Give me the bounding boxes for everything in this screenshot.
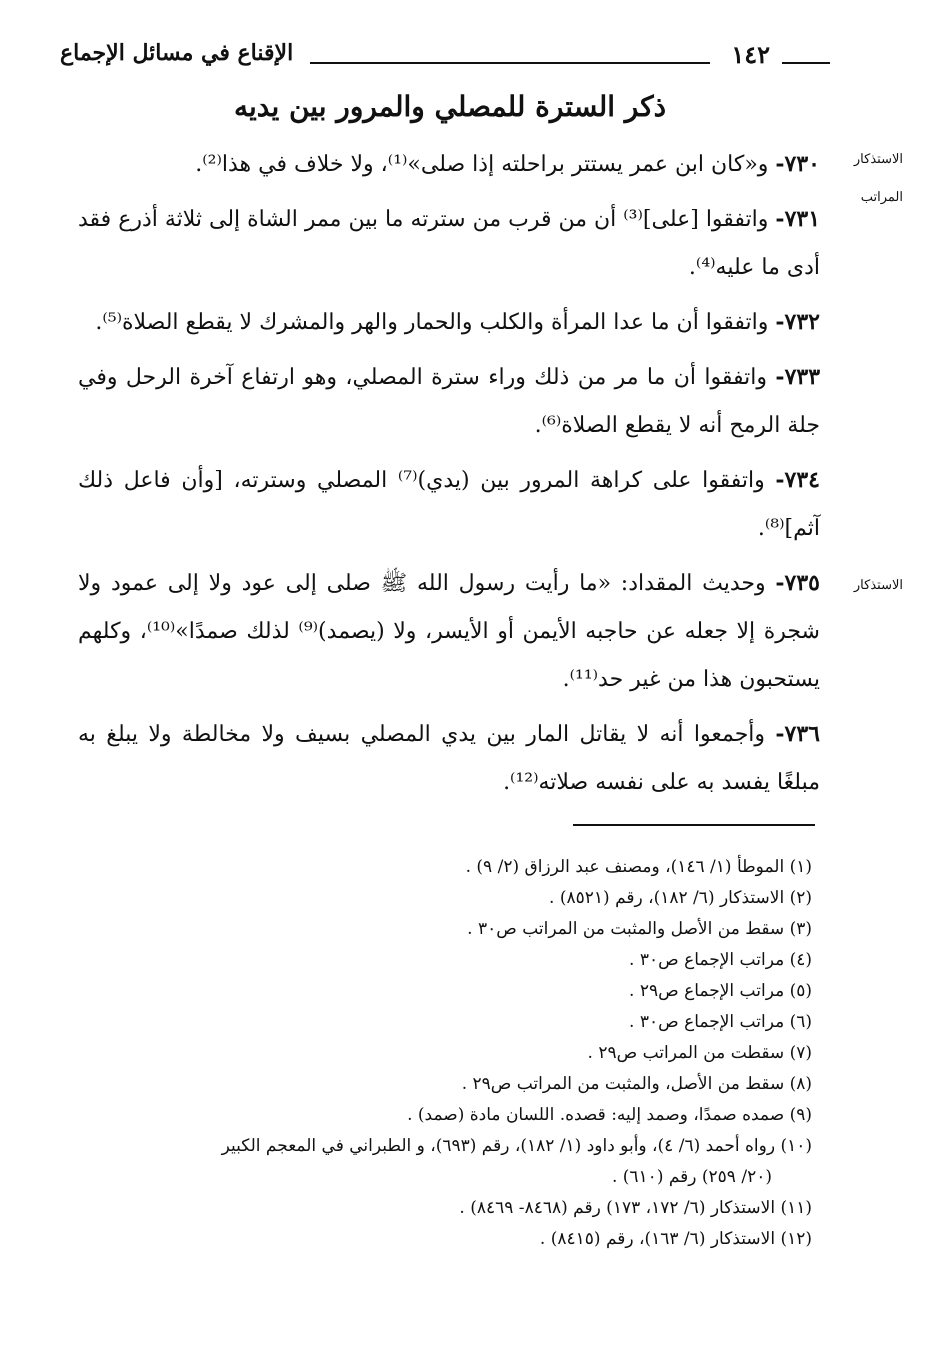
entry-text: وحديث المقداد: «ما رأيت رسول الله ﷺ صلى إلى عود ولا إلى عمود ولا شجرة إلا جعله عن حاجبه الأيمن أو الأيسر، ولا (يصمد)⁽⁹⁾ لذلك صمدًا»⁽¹⁰⁾، وكلهم يستحبون هذا من غير حد⁽¹¹⁾. [78, 571, 820, 692]
entry-number: ٧٣٢- [775, 309, 820, 335]
entry-text: و«كان ابن عمر يستتر براحلته إذا صلى»⁽¹⁾، ولا خلاف في هذا⁽²⁾. [195, 152, 769, 177]
footnote-3: (٣) سقط من الأصل والمثبت من المراتب ص٣٠ . [467, 919, 812, 939]
running-title: الإقناع في مسائل الإجماع [60, 40, 294, 66]
entry-text: واتفقوا على كراهة المرور بين (يدي)⁽⁷⁾ المصلي وسترته، [وأن فاعل ذلك آثم]⁽⁸⁾. [78, 468, 820, 541]
main-text [78, 140, 820, 813]
footnote-7: (٧) سقطت من المراتب ص٢٩ . [587, 1043, 812, 1063]
margin-note-maratib: المراتب [860, 190, 903, 205]
footnote-11: (١١) الاستذكار (٦/ ١٧٢، ١٧٣) رقم (٨٤٦٨- ٨٤٦٩) . [459, 1198, 812, 1218]
page-number: ١٤٢ [731, 40, 770, 69]
entry-732 [78, 298, 820, 347]
footnote-1: (١) الموطأ (١/ ١٤٦)، ومصنف عبد الرزاق (٢/ ٩) . [465, 857, 812, 877]
page-header [60, 40, 830, 80]
entry-number: ٧٣١- [775, 206, 821, 232]
entry-text: واتفقوا [على]⁽³⁾ أن من قرب من سترته ما بين ممر الشاة إلى ثلاثة أذرع فقد أدى ما عليه⁽⁴⁾. [78, 207, 820, 280]
section-title: ذكر السترة للمصلي والمرور بين يديه [233, 90, 667, 123]
entry-text: واتفقوا أن ما عدا المرأة والكلب والحمار والهر والمشرك لا يقطع الصلاة⁽⁵⁾. [95, 310, 769, 335]
footnote-2: (٢) الاستذكار (٦/ ١٨٢)، رقم (٨٥٢١) . [549, 888, 812, 908]
entry-736 [78, 710, 820, 807]
footnote-10: (١٠) رواه أحمد (٦/ ٤)، وأبو داود (١/ ١٨٢)، رقم (٦٩٣)، و الطبراني في المعجم الكبير [221, 1136, 812, 1156]
entry-734 [78, 456, 820, 553]
footnotes [60, 852, 812, 1255]
entry-733 [78, 353, 820, 450]
entry-number: ٧٣٥- [775, 570, 820, 596]
footnote-separator [573, 824, 815, 826]
entry-number: ٧٣٣- [775, 364, 821, 390]
footnote-5: (٥) مراتب الإجماع ص٢٩ . [629, 981, 812, 1001]
header-rule-right [782, 62, 830, 64]
footnote-4: (٤) مراتب الإجماع ص٣٠ . [629, 950, 812, 970]
footnote-8: (٨) سقط من الأصل، والمثبت من المراتب ص٢٩ . [461, 1074, 812, 1094]
footnote-10-continued: (٢٠/ ٢٥٩) رقم (٦١٠) . [611, 1167, 772, 1187]
entry-text: وأجمعوا أنه لا يقاتل المار بين يدي المصلي بسيف ولا مخالطة ولا يبلغ به مبلغًا يفسد به على نفسه صلاته⁽¹²⁾. [78, 722, 820, 795]
entry-735 [78, 559, 820, 704]
footnote-6: (٦) مراتب الإجماع ص٣٠ . [629, 1012, 812, 1032]
entry-number: ٧٣٤- [775, 467, 820, 493]
entry-731 [78, 195, 820, 292]
margin-note-istidhkar: الاستذكار [853, 152, 903, 167]
entry-number: ٧٣٠- [775, 151, 820, 177]
entry-number: ٧٣٦- [775, 721, 820, 747]
margin-note-istidhkar-2: الاستذكار [853, 578, 903, 593]
entry-text: واتفقوا أن ما مر من ذلك وراء سترة المصلي، وهو ارتفاع آخرة الرحل وفي جلة الرمح أنه لا يقطع الصلاة⁽⁶⁾. [78, 365, 820, 438]
footnote-12: (١٢) الاستذكار (٦/ ١٦٣)، رقم (٨٤١٥) . [539, 1229, 812, 1249]
footnote-9: (٩) صمده صمدًا، وصمد إليه: قصده. اللسان مادة (صمد) . [407, 1105, 812, 1125]
header-rule-left [310, 62, 710, 64]
entry-730 [78, 140, 820, 189]
